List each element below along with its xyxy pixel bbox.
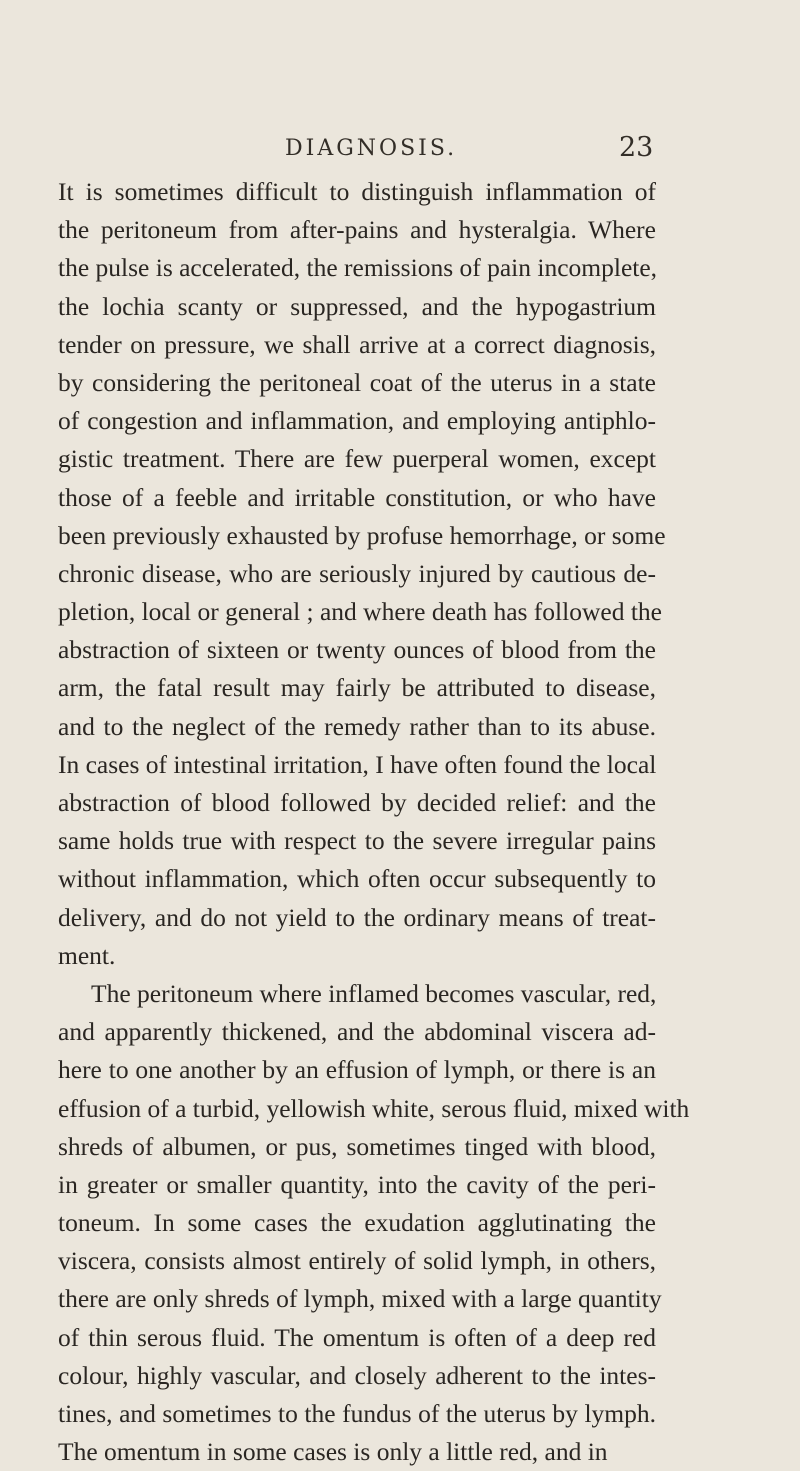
text-line: by considering the peritoneal coat of the uterus in a state [58, 367, 656, 397]
text-line: arm, the fatal result may fairly be attributed to disease, [58, 673, 656, 703]
text-line: without inflammation, which often occur subsequently to [58, 864, 656, 894]
text-line: been previously exhausted by profuse hemorrhage, or some [58, 520, 666, 550]
paragraph [58, 173, 666, 975]
text-line: delivery, and do not yield to the ordinary means of treat- [58, 902, 656, 932]
text-line: pletion, local or general ; and where death has followed the [58, 597, 662, 627]
paragraph [58, 975, 690, 1471]
text-line: viscera, consists almost entirely of solid lymph, in others, [58, 1246, 656, 1276]
text-line: tender on pressure, we shall arrive at a correct diagnosis, [58, 329, 656, 359]
text-line: tines, and sometimes to the fundus of the uterus by lymph. [58, 1399, 656, 1428]
text-line: in greater or smaller quantity, into the cavity of the peri- [58, 1169, 656, 1199]
text-line: the pulse is accelerated, the remissions of pain incomplete, [58, 253, 658, 283]
text-line: same holds true with respect to the severe irregular pains [58, 826, 656, 856]
text-line: gistic treatment. There are few puerperal women, except [58, 444, 656, 474]
text-line: shreds of albumen, or pus, sometimes tinged with blood, [58, 1131, 656, 1161]
text-line: abstraction of sixteen or twenty ounces of blood from the [58, 635, 656, 665]
text-line: abstraction of blood followed by decided relief: and the [58, 788, 656, 817]
text-line: It is sometimes difficult to distinguish inflammation of [58, 177, 656, 206]
text-line: those of a feeble and irritable constitution, or who have [58, 482, 656, 512]
text-line: and apparently thickened, and the abdominal viscera ad- [58, 1017, 656, 1047]
text-line: The omentum in some cases is only a little red, and in [58, 1437, 608, 1467]
text-line: of thin serous fluid. The omentum is often of a deep red [58, 1322, 656, 1352]
running-title: DIAGNOSIS. [285, 136, 458, 161]
text-line: chronic disease, who are seriously injured by cautious de- [58, 558, 656, 588]
text-line: of congestion and inflammation, and employing antiphlo- [58, 406, 656, 436]
text-line: effusion of a turbid, yellowish white, serous fluid, mixed with [58, 1093, 690, 1123]
running-head [0, 130, 800, 170]
body-text [58, 173, 690, 1471]
text-line: here to one another by an effusion of lymph, or there is an [58, 1055, 656, 1085]
text-line: there are only shreds of lymph, mixed with a large quantity [58, 1284, 662, 1314]
page-number: 23 [619, 132, 654, 163]
text-line: toneum. In some cases the exudation agglutinating the [58, 1208, 656, 1238]
text-line: The peritoneum where inflamed becomes vascular, red, [91, 978, 657, 1008]
text-line: In cases of intestinal irritation, I have often found the local [58, 749, 657, 779]
text-line: and to the neglect of the remedy rather than to its abuse. [58, 711, 656, 741]
text-line: the lochia scanty or suppressed, and the hypogastrium [58, 291, 656, 321]
text-line: ment. [58, 940, 116, 970]
text-line: colour, highly vascular, and closely adherent to the intes- [58, 1360, 656, 1390]
text-line: the peritoneum from after-pains and hysteralgia. Where [58, 215, 656, 245]
